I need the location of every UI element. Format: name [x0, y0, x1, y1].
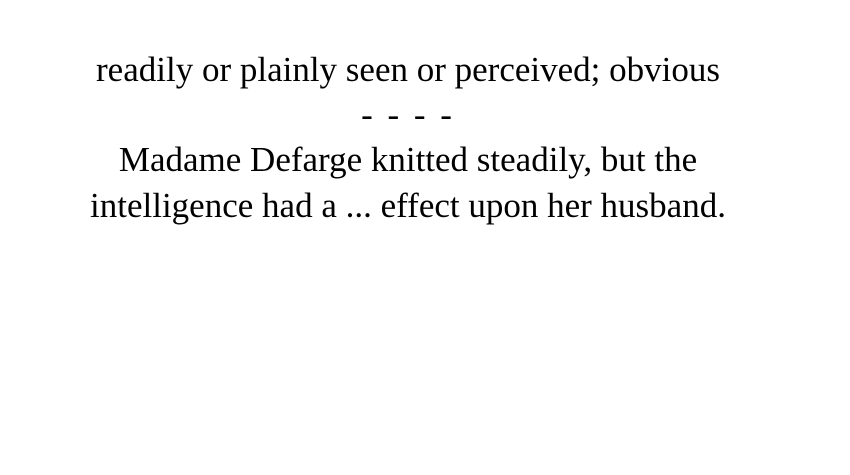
example-sentence-line-1: Madame Defarge knitted steadily, but the [118, 140, 698, 179]
example-sentence-line-2: intelligence had a ... effect upon her husband. [90, 186, 726, 225]
separator: - - - - [361, 95, 455, 134]
definition-text: readily or plainly seen or perceived; obvious [96, 50, 720, 89]
flashcard [0, 0, 816, 229]
